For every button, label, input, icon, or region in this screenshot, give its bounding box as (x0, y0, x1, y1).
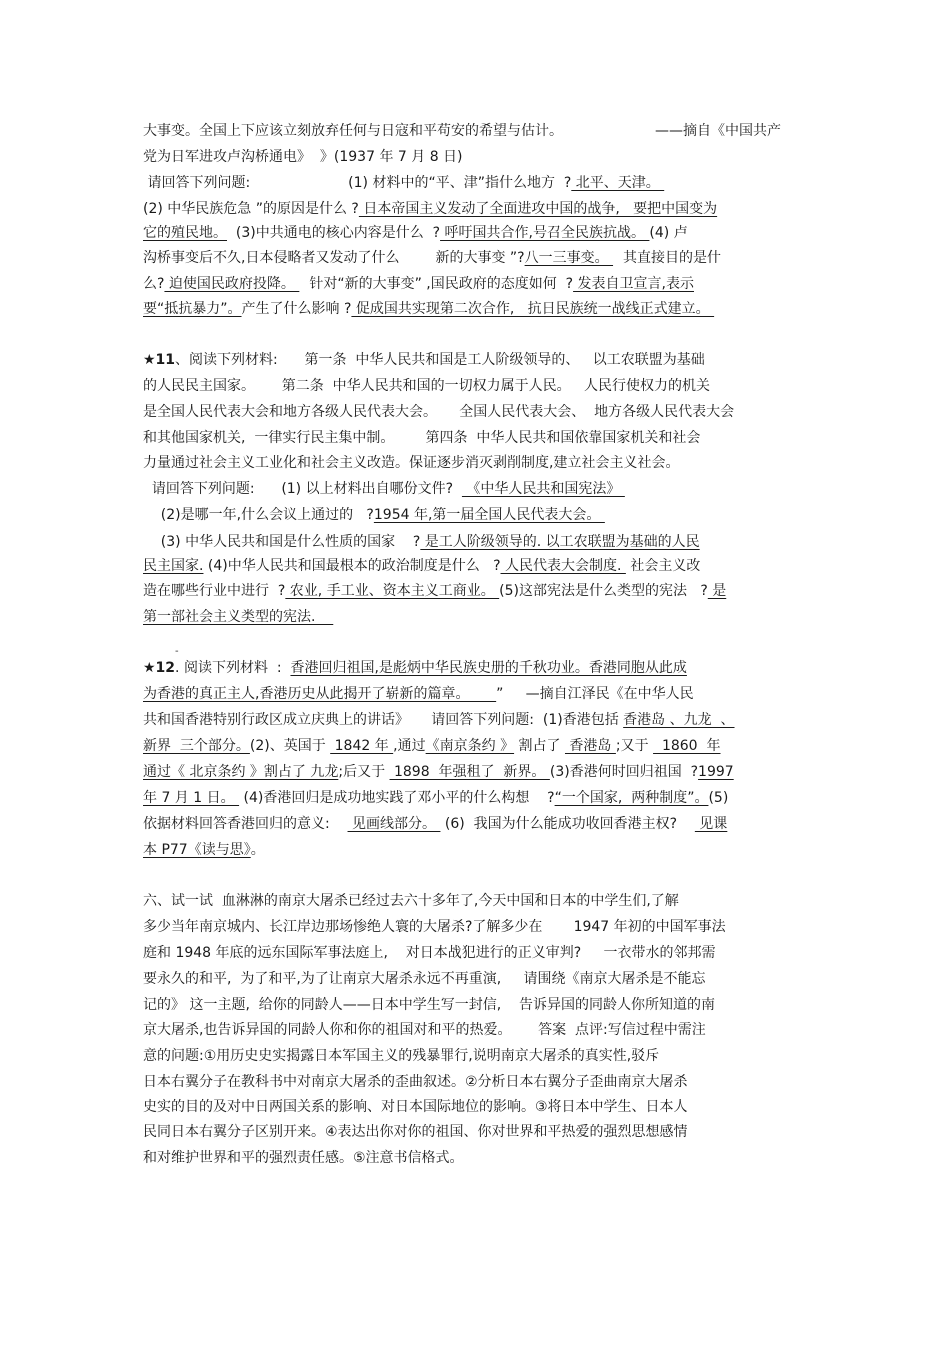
q12-question-1: 共和国香港特别行政区成立庆典上的讲话》 请回答下列问题: (1)香港包括 (143, 712, 624, 728)
q11-line-8 (143, 532, 700, 552)
q11-answer-1: 《中华人民共和国宪法》 (461, 481, 625, 497)
q12-question-5: (5) (708, 790, 729, 806)
q12-material: 香港回归祖国,是彪炳中华民族史册的千秋功业。香港同胞从此成 (290, 660, 687, 676)
q12-question-2: (2)、英国于 (249, 738, 331, 754)
q12-answer-hk-island: 香港岛 (564, 738, 616, 754)
q10-answer-4: 八一三事变。 (524, 250, 614, 266)
section-6-text: 京大屠杀,也告诉异国的同龄人你和你的祖国对和平的热爱。 答案 点评:写信过程中需注 (143, 1022, 706, 1038)
q11-line-10 (143, 581, 726, 601)
q10-line-7 (143, 274, 694, 294)
q10-question-7: 产生了什么影响 ? (241, 301, 352, 317)
q12-text: ;后又于 (338, 764, 390, 780)
section-6-line-7 (143, 1046, 659, 1066)
q12-line-4 (143, 736, 721, 756)
section-6-line-10 (143, 1122, 688, 1142)
q10-line-2 (143, 147, 463, 167)
q12-line-2 (143, 684, 694, 704)
q10-line-3 (143, 173, 664, 193)
q10-source (655, 121, 781, 141)
q12-answer-6: 见课 (694, 816, 728, 832)
q12-answer-3: 1997 (698, 764, 734, 780)
q12-question-6: (6) 我国为什么能成功收回香港主权? (440, 816, 695, 832)
q12-line-6 (143, 788, 728, 808)
q10-question-4: (4) 卢 (649, 225, 688, 241)
section-6-line-1 (143, 891, 679, 911)
q12-text: 割占了 (514, 738, 565, 754)
q11-material: 和其他国家机关, 一律实行民主集中制。 第四条 中华人民共和国依靠国家机关和社会 (143, 430, 701, 446)
q12-answer-year-1842: 1842 年 (330, 738, 394, 754)
q11-question-5-end: 造在哪些行业中进行 ? (143, 583, 286, 599)
q11-line-5 (143, 453, 679, 473)
q10-answer-2-cont: 它的殖民地。 (143, 225, 227, 241)
q11-question-3: (3) 中华人民共和国是什么性质的国家 ? (143, 534, 421, 550)
q11-material: 的人民民主国家。 第二条 中华人民共和国的一切权力属于人民。 人民行使权力的机关 (143, 378, 710, 394)
q12-material-cont: 为香港的真正主人,香港历史从此揭开了崭新的篇章。 (143, 686, 497, 702)
section-6-text: 要永久的和平, 为了和平,为了让南京大屠杀永远不再重演, 请围绕《南京大屠杀是不能忘 (143, 971, 706, 987)
q12-text: ,通过 (393, 738, 426, 754)
section-6-answer: 民同日本右翼分子区别开来。④表达出你对你的祖国、你对世界和平热爱的强烈思想感情 (143, 1124, 688, 1140)
section-6-text: 记的》 这一主题, 给你的同龄人——日本中学生写一封信, 告诉异国的同龄人你所知道的南 (143, 997, 716, 1013)
section-6-line-6 (143, 1020, 706, 1040)
q12-question-3: (3)香港何时回归祖国 ? (549, 764, 699, 780)
q10-question-4-cont: 沟桥事变后不久,日本侵略者又发动了什么 (143, 250, 400, 266)
section-6-text: 庭和 1948 年底的远东国际军事法庭上, 对日本战犯进行的正义审判? 一衣带水的邻邦需 (143, 945, 716, 961)
q11-question-1: 请回答下列问题: (1) 以上材料出自哪份文件? (143, 481, 462, 497)
q12-answer-1898: 1898 年强租了 新界。 (389, 764, 550, 780)
section-6-line-4 (143, 969, 706, 989)
q12-answer-year-1860: 1860 年 (653, 738, 721, 754)
q11-answer-5: 农业, 手工业、资本主义工商业。 (285, 583, 500, 599)
q10-source-date: 党为日军进攻卢沟桥通电》 》(1937 年 7 月 8 日) (143, 149, 463, 165)
q10-line-5 (143, 223, 688, 243)
q10-answer-5: 迫使国民政府投降。 (164, 276, 300, 292)
q10-line-8 (143, 299, 714, 319)
stray-mark: - (175, 646, 179, 657)
q11-line-7 (143, 505, 605, 525)
q11-question-2: (2)是哪一年,什么会议上通过的 ? (143, 507, 374, 523)
q11-number: ★11 (143, 352, 176, 368)
q12-text: ;又于 (615, 738, 654, 754)
q11-line-2 (143, 376, 710, 396)
q12-question-4: (4)香港回归是成功地实践了邓小平的什么构想 ? (239, 790, 555, 806)
q12-answer-4: “一个国家, 两种制度”。 (554, 790, 709, 806)
section-6-line-3 (143, 943, 715, 963)
q12-answer-5: 见画线部分。 (347, 816, 441, 832)
q11-answer-6: 是 (707, 583, 727, 599)
q11-question-5: 社会主义改 (625, 558, 701, 574)
q10-text: 大事变。全国上下应该立刻放弃任何与日寇和平苟安的希望与估计。 (143, 123, 563, 139)
q11-answer-2: 1954 年,第一届全国人民代表大会。 (373, 507, 605, 523)
section-6-line-11 (143, 1148, 464, 1168)
q12-answer-6-cont: 本 P77《读与思》 (143, 842, 251, 858)
q10-line-6 (143, 248, 721, 268)
q12-line-3 (143, 710, 735, 730)
section-6-line-8 (143, 1072, 688, 1092)
q12-answer-3-cont: 年 7 月 1 日。 (143, 790, 240, 806)
q12-source: ” —摘自江泽民《在中华人民 (496, 686, 694, 702)
q12-prompt: . 阅读下列材料 : (175, 660, 291, 676)
q10-question-4-end: 新的大事变 ”? (435, 250, 525, 266)
q10-answer-6-cont: 要“抵抗暴力”。 (143, 301, 242, 317)
q10-question-3: (3)中共通电的核心内容是什么 ? (227, 225, 441, 241)
q10-question-5: 其直接目的是什 (623, 250, 722, 266)
q11-line-3 (143, 402, 734, 422)
q11-answer-3: 是工人阶级领导的. 以工农联盟为基础的人民 (420, 534, 700, 550)
q10-question-2: (2) 中华民族危急 ”的原因是什么 ? (143, 201, 359, 217)
q12-answer-1-cont: 新界 三个部分。 (143, 738, 250, 754)
q12-line-1 (143, 658, 687, 678)
q11-line-9 (143, 556, 700, 576)
q10-answer-6: 发表自卫宣言,表示 (573, 276, 694, 292)
q10-answer-3: 呼吁国共合作,号召全民族抗战。 (440, 225, 650, 241)
q10-answer-1: 北平、天津。 (571, 175, 665, 191)
q12-text: 。 (250, 842, 265, 858)
q12-line-5 (143, 762, 734, 782)
q11-line-4 (143, 428, 700, 448)
q11-line-11 (143, 607, 333, 627)
section-6-answer: 史实的目的及对中日两国关系的影响、对日本国际地位的影响。③将日本中学生、日本人 (143, 1099, 688, 1115)
section-6-answer: 意的问题:①用历史史实揭露日本军国主义的残暴罪行,说明南京大屠杀的真实性,驳斥 (143, 1048, 660, 1064)
q11-material: 是全国人民代表大会和地方各级人民代表大会。 全国人民代表大会、 地方各级人民代表大会 (143, 404, 735, 420)
q11-material: 、阅读下列材料: 第一条 中华人民共和国是工人阶级领导的、 以工农联盟为基础 (175, 352, 705, 368)
q11-answer-3-cont: 民主国家. (143, 558, 204, 574)
q11-line-1 (143, 350, 705, 370)
q11-line-6 (143, 479, 625, 499)
q10-source-text: ——摘自《中国共产 (655, 123, 781, 139)
q10-line-4 (143, 199, 717, 219)
q10-question-1: (1) 材料中的“平、津”指什么地方 ? (348, 175, 572, 191)
q10-question-6: 针对“新的大事变” ,国民政府的态度如何 ? (309, 276, 574, 292)
q11-answer-4: 人民代表大会制度. (500, 558, 626, 574)
section-6-answer: 日本右翼分子在教科书中对南京大屠杀的歪曲叙述。②分析日本右翼分子歪曲南京大屠杀 (143, 1074, 688, 1090)
q12-line-8 (143, 840, 265, 860)
q10-line-1 (143, 121, 563, 141)
section-6-text: 多少当年南京城内、长江岸边那场惨绝人寰的大屠杀?了解多少在 1947 年初的中国军事法 (143, 919, 726, 935)
q11-question-4: (4)中华人民共和国最根本的政治制度是什么 ? (203, 558, 501, 574)
q10-question-5-end: 么? (143, 276, 165, 292)
q12-number: ★12 (143, 660, 176, 676)
section-6-line-2 (143, 917, 726, 937)
q11-answer-6-cont: 第一部社会主义类型的宪法. (143, 609, 334, 625)
q11-question-6: (5)这部宪法是什么类型的宪法 ? (499, 583, 708, 599)
section-6-answer: 和对维护世界和平的强烈责任感。⑤注意书信格式。 (143, 1150, 464, 1166)
section-6-line-5 (143, 995, 715, 1015)
section-6-text: 六、试一试 血淋淋的南京大屠杀已经过去六十多年了,今天中国和日本的中学生们,了解 (143, 893, 679, 909)
q12-answer-treaty-beijing: 通过《 北京条约 》割占了 九龙 (143, 764, 339, 780)
q12-line-7 (143, 814, 727, 834)
q12-answer-1: 香港岛 、九龙 、 (623, 712, 735, 728)
q12-answer-treaty-nanjing: 《南京条约 》 (425, 738, 515, 754)
section-6-line-9 (143, 1097, 688, 1117)
q10-prompt: 请回答下列问题: (143, 175, 251, 191)
q11-material: 力量通过社会主义工业化和社会主义改造。保证逐步消灭剥削制度,建立社会主义社会。 (143, 455, 680, 471)
q10-answer-2: 日本帝国主义发动了全面进攻中国的战争, 要把中国变为 (358, 201, 718, 217)
q10-answer-7: 促成国共实现第二次合作, 抗日民族统一战线正式建立。 (351, 301, 715, 317)
q12-question-5-cont: 依据材料回答香港回归的意义: (143, 816, 348, 832)
